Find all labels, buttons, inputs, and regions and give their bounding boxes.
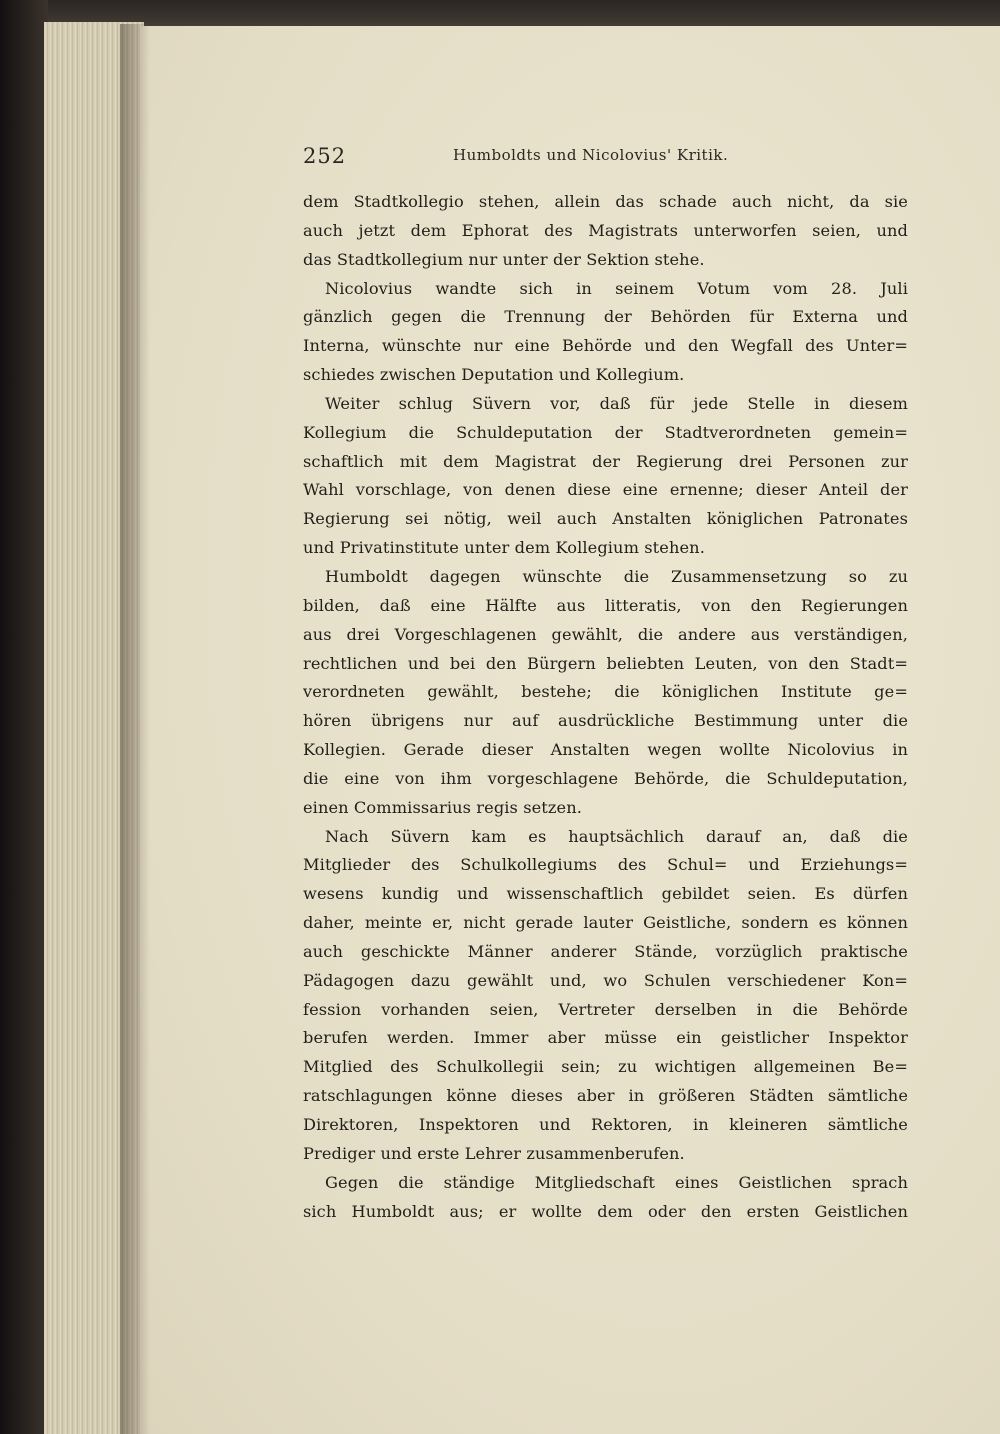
text-line: Humboldt dagegen wünschte die Zusammensetzung so zu xyxy=(325,566,908,586)
text-line: daher, meinte er, nicht gerade lauter Geistliche, sondern es können xyxy=(303,913,908,933)
page-header xyxy=(303,140,903,170)
text-line: sich Humboldt aus; er wollte dem oder den ersten Geistlichen xyxy=(303,1201,908,1221)
text-line: verordneten gewählt, bestehe; die königlichen Institute ge= xyxy=(303,682,908,702)
text-line: Kollegien. Gerade dieser Anstalten wegen wollte Nicolovius in xyxy=(303,740,908,760)
text-line: und Privatinstitute unter dem Kollegium stehen. xyxy=(303,538,705,558)
text-line: schiedes zwischen Deputation und Kollegium. xyxy=(303,365,685,385)
text-line: Wahl vorschlage, von denen diese eine ernenne; dieser Anteil der xyxy=(303,480,908,500)
text-line: Interna, wünschte nur eine Behörde und den Wegfall des Unter= xyxy=(303,336,908,356)
running-head: Humboldts und Nicolovius' Kritik. xyxy=(453,146,729,164)
page-number: 252 xyxy=(303,144,347,168)
page-gutter-shadow xyxy=(120,24,150,1434)
text-line: Mitglied des Schulkollegii sein; zu wichtigen allgemeinen Be= xyxy=(303,1057,908,1077)
text-line: rechtlichen und bei den Bürgern beliebten Leuten, von den Stadt= xyxy=(303,653,908,673)
text-line: wesens kundig und wissenschaftlich gebildet seien. Es dürfen xyxy=(303,884,908,904)
text-line: Gegen die ständige Mitgliedschaft eines Geistlichen sprach xyxy=(325,1172,908,1192)
text-line: schaftlich mit dem Magistrat der Regierung drei Personen zur xyxy=(303,451,908,471)
text-line: hören übrigens nur auf ausdrückliche Bestimmung unter die xyxy=(303,711,908,731)
text-line: Mitglieder des Schulkollegiums des Schul= und Erziehungs= xyxy=(303,855,908,875)
text-line: fession vorhanden seien, Vertreter derselben in die Behörde xyxy=(303,999,908,1019)
text-line: Weiter schlug Süvern vor, daß für jede Stelle in diesem xyxy=(325,393,908,413)
text-line: Pädagogen dazu gewählt und, wo Schulen verschiedener Kon= xyxy=(303,970,908,990)
text-line: ratschlagungen könne dieses aber in größeren Städten sämtliche xyxy=(303,1086,908,1106)
text-line: berufen werden. Immer aber müsse ein geistlicher Inspektor xyxy=(303,1028,908,1048)
text-line: Direktoren, Inspektoren und Rektoren, in kleineren sämtliche xyxy=(303,1115,908,1134)
text-line: einen Commissarius regis setzen. xyxy=(303,797,582,817)
text-line: Prediger und erste Lehrer zusammenberufen. xyxy=(303,1143,685,1163)
text-line: auch geschickte Männer anderer Stände, vorzüglich praktische xyxy=(303,941,908,961)
text-line: dem Stadtkollegio stehen, allein das schade auch nicht, da sie xyxy=(303,192,908,211)
text-line: gänzlich gegen die Trennung der Behörden für Externa und xyxy=(303,307,908,327)
text-line: die eine von ihm vorgeschlagene Behörde, die Schuldeputation, xyxy=(303,768,908,788)
body-text xyxy=(303,188,908,1228)
book-cover-left xyxy=(0,0,48,1434)
text-line: auch jetzt dem Ephorat des Magistrats unterworfen seien, und xyxy=(303,220,908,240)
text-line: Nach Süvern kam es hauptsächlich darauf an, daß die xyxy=(325,826,908,846)
text-line: Nicolovius wandte sich in seinem Votum vom 28. Juli xyxy=(325,278,908,298)
text-line: bilden, daß eine Hälfte aus litteratis, von den Regierungen xyxy=(303,595,908,615)
text-line: aus drei Vorgeschlagenen gewählt, die andere aus verständigen, xyxy=(303,624,908,644)
text-line: das Stadtkollegium nur unter der Sektion stehe. xyxy=(303,249,705,269)
text-line: Regierung sei nötig, weil auch Anstalten königlichen Patronates xyxy=(303,509,908,529)
text-line: Kollegium die Schuldeputation der Stadtverordneten gemein= xyxy=(303,422,908,442)
